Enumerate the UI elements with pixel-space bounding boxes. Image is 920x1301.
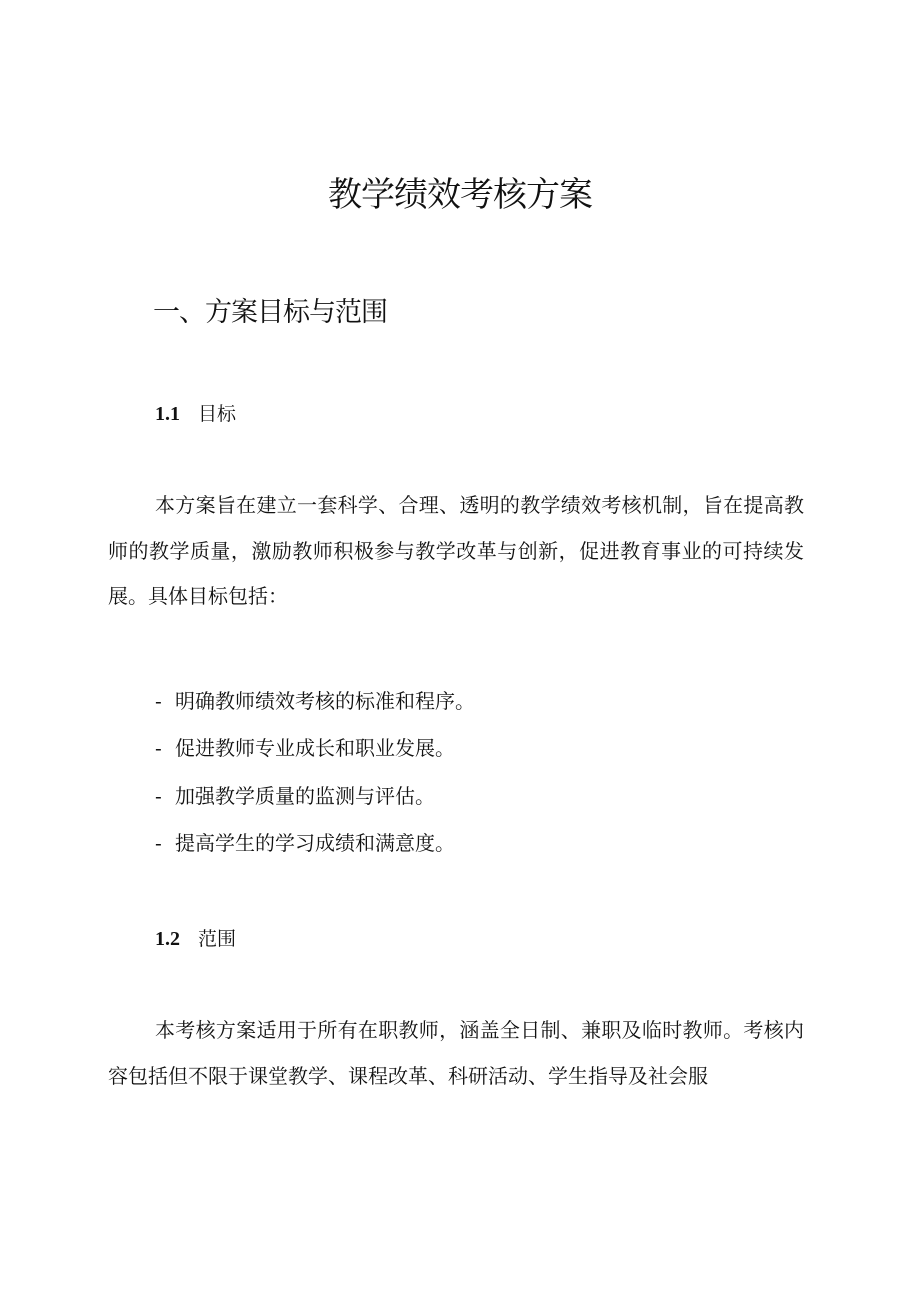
list-item [155, 725, 475, 772]
list-item-text: 明确教师绩效考核的标准和程序。 [175, 689, 475, 713]
list-item [155, 820, 475, 867]
scope-paragraph: 本考核方案适用于所有在职教师，涵盖全日制、兼职及临时教师。考核内容包括但不限于课堂教学、课程改革、科研活动、学生指导及社会服 [108, 1018, 804, 1088]
bullet-dash: - [155, 830, 162, 855]
subsection-number: 1.2 [155, 928, 180, 950]
bullet-dash: - [155, 689, 162, 713]
bullet-dash: - [155, 783, 162, 808]
list-item-text: 促进教师专业成长和职业发展。 [175, 736, 455, 761]
document-title: 教学绩效考核方案 [328, 175, 592, 215]
subsection-title: 目标 [198, 403, 237, 425]
subsection-heading-scope [155, 924, 236, 954]
list-item [155, 773, 475, 820]
list-item [155, 678, 475, 725]
list-item-text: 加强教学质量的监测与评估。 [175, 783, 435, 808]
list-item-text: 提高学生的学习成绩和满意度。 [175, 830, 455, 855]
goals-paragraph: 本方案旨在建立一套科学、合理、透明的教学绩效考核机制，旨在提高教师的教学质量，激励教师积极参与教学改革与创新，促进教育事业的可持续发展。具体目标包括： [108, 493, 804, 608]
bullet-dash: - [155, 736, 162, 761]
subsection-number: 1.1 [155, 403, 180, 425]
section-heading: 一、方案目标与范围 [153, 297, 387, 328]
subsection-heading-goals [155, 399, 236, 429]
subsection-title: 范围 [198, 928, 237, 950]
goals-list [155, 678, 475, 867]
